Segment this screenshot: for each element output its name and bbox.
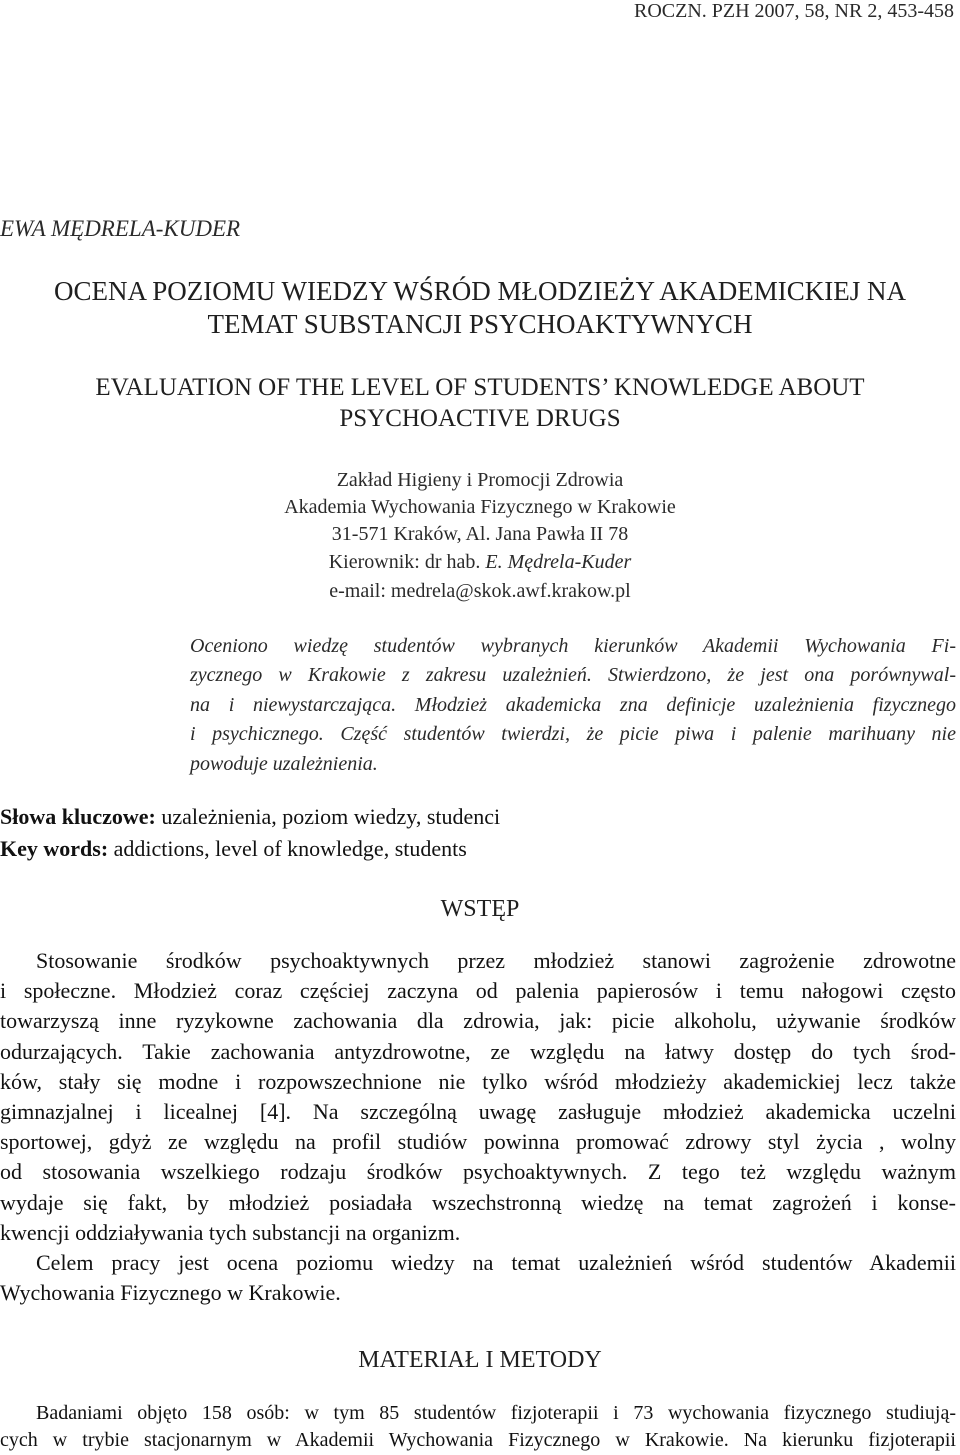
body-line: kwencji oddziaływania tych substancji na organizm. [0, 1219, 461, 1245]
body-line: Badaniami objęto 158 osób: w tym 85 studentów fizjoterapii i 73 wychowania fizycznego studiują- [36, 1402, 956, 1424]
abstract-line: na i niewystarczająca. Młodzież akademicka zna definicje uzależnienia fizycznego [190, 693, 956, 716]
body-line: towarzyszą inne ryzykowne zachowania dla zdrowia, jak: picie alkoholu, używanie środków [0, 1008, 956, 1034]
affiliation-email: e-mail: medrela@skok.awf.krakow.pl [329, 580, 631, 602]
title-english-line-1: EVALUATION OF THE LEVEL OF STUDENTS’ KNOWLEDGE ABOUT [95, 374, 865, 401]
body-line: Wychowania Fizycznego w Krakowie. [0, 1280, 341, 1306]
abstract-line: zycznego w Krakowie z zakresu uzależnień. Stwierdzono, że jest ona porównywal- [190, 664, 956, 687]
body-line: od stosowania wszelkiego rodzaju środków psychoaktywnych. Z tego też względu ważnym [0, 1159, 956, 1185]
title-english-line-2: PSYCHOACTIVE DRUGS [339, 405, 621, 432]
affiliation-academy: Akademia Wychowania Fizycznego w Krakowie [284, 496, 676, 518]
section-heading-intro: WSTĘP [440, 896, 520, 922]
keywords-polish-text: uzależnienia, poziom wiedzy, studenci [155, 804, 501, 829]
abstract [190, 632, 956, 779]
body-line: odurzających. Takie zachowania antyzdrowotne, ze względu na łatwy dostęp do tych środ- [0, 1038, 956, 1064]
abstract-line: powoduje uzależnienia. [190, 752, 378, 775]
body-line: wydaje się fakt, by młodzież posiadała wszechstronną wiedzę na temat zagrożeń i konse- [0, 1189, 956, 1215]
body-line: ków, stały się modne i rozpowszechnione nie tylko wśród młodzieży akademickiej lecz także [0, 1068, 956, 1094]
body-line: Stosowanie środków psychoaktywnych przez młodzież stanowi zagrożenie zdrowotne [36, 948, 956, 973]
title-polish-line-1: OCENA POZIOMU WIEDZY WŚRÓD MŁODZIEŻY AKADEMICKIEJ NA [54, 276, 906, 306]
abstract-line: i psychicznego. Część studentów twierdzi, że picie piwa i palenie marihuany nie [190, 723, 956, 746]
affiliation-head [0, 551, 960, 574]
keywords-polish [0, 804, 500, 830]
body-line: i społeczne. Młodzież coraz częściej zaczyna od palenia papierosów i temu nałogowi często [0, 978, 956, 1004]
head-name: E. Mędrela-Kuder [485, 551, 632, 573]
journal-reference: ROCZN. PZH 2007, 58, NR 2, 453-458 [633, 0, 954, 22]
body-line: gimnazjalnej i licealnej [4]. Na szczególną uwagę zasługuje młodzież akademicka uczelni [0, 1099, 956, 1125]
affiliation-department: Zakład Higieny i Promocji Zdrowia [336, 469, 624, 491]
author-name: EWA MĘDRELA-KUDER [0, 216, 241, 241]
keywords-polish-label: Słowa kluczowe: [0, 804, 156, 829]
title-polish-line-2: TEMAT SUBSTANCJI PSYCHOAKTYWNYCH [207, 309, 753, 339]
abstract-line: Oceniono wiedzę studentów wybranych kierunków Akademii Wychowania Fi- [190, 635, 956, 657]
head-prefix: Kierownik: dr hab. [328, 551, 486, 573]
body-line: sportowej, gdyż ze względu na profil studiów powinna promować zdrowy styl życia , wolny [0, 1129, 956, 1155]
keywords-english [0, 836, 467, 862]
affiliation-address: 31-571 Kraków, Al. Jana Pawła II 78 [331, 523, 629, 545]
keywords-english-text: addictions, level of knowledge, students [108, 836, 467, 861]
section-heading-methods: MATERIAŁ I METODY [358, 1347, 602, 1373]
intro-paragraph-1 [0, 946, 956, 1308]
body-line: cych w trybie stacjonarnym w Akademii Wychowania Fizycznego w Krakowie. Na kierunku fizjoterapii [0, 1429, 956, 1451]
keywords-english-label: Key words: [0, 836, 109, 861]
methods-paragraph [0, 1400, 956, 1454]
body-line: Celem pracy jest ocena poziomu wiedzy na temat uzależnień wśród studentów Akademii [36, 1250, 956, 1276]
